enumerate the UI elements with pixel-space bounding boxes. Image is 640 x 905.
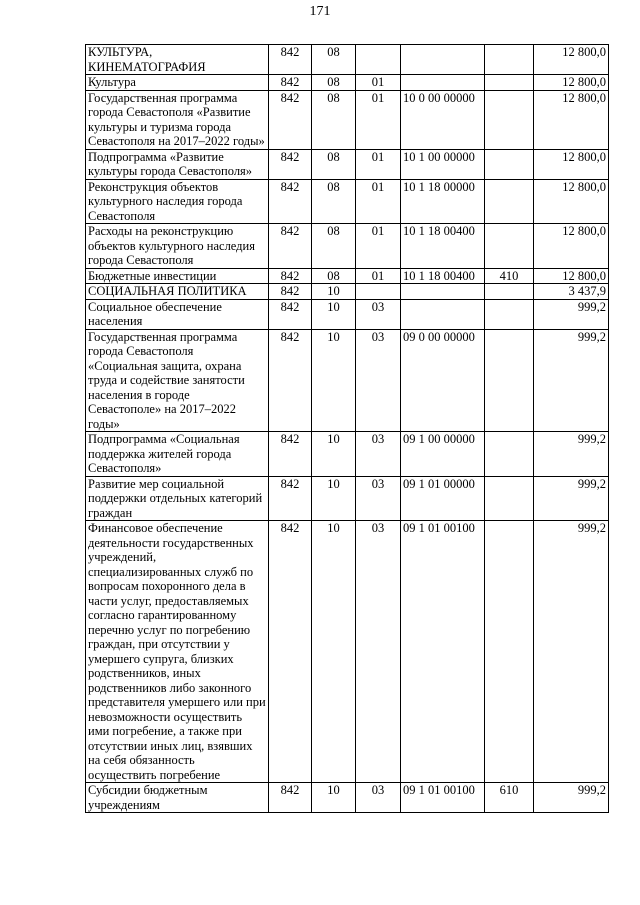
row-subsection-code-cell: 01 [356,268,401,284]
row-name-cell: Государственная программа города Севастополя «Социальная защита, охрана труда и содействие занятости населения в городе Севастополе» на 2017–2022 годы» [86,329,269,432]
row-expense-type-cell [485,90,534,149]
row-section-code-cell: 10 [312,476,356,521]
row-ministry-code-cell: 842 [269,224,312,269]
row-target-code-cell: 09 0 00 00000 [401,329,485,432]
row-ministry-code-cell: 842 [269,299,312,329]
row-subsection-code-cell: 03 [356,783,401,813]
row-subsection-code-cell: 01 [356,75,401,91]
row-section-code-cell: 08 [312,149,356,179]
row-section-code-cell: 08 [312,224,356,269]
row-amount-cell: 999,2 [534,783,609,813]
row-name-cell: Финансовое обеспечение деятельности государственных учреждений, специализированных служб по вопросам похоронного дела в части услуг, предоставляемых согласно гарантированному перечню услуг по погребению граждан, при отсутствии у умершего супруга, близких родственников, иных родственников либо законного представителя умершего или при невозможности осуществить ими погребение, а также при отсутствии иных лиц, взявших на себя обязанность осуществить погребение [86,521,269,783]
row-section-code-cell: 10 [312,329,356,432]
table-row [86,476,609,521]
row-name-cell: Государственная программа города Севастополя «Развитие культуры и туризма города Севастополя на 2017–2022 годы» [86,90,269,149]
table-row [86,329,609,432]
row-expense-type-cell: 610 [485,783,534,813]
row-amount-cell: 3 437,9 [534,284,609,300]
row-amount-cell: 999,2 [534,521,609,783]
row-expense-type-cell [485,329,534,432]
row-target-code-cell [401,45,485,75]
row-subsection-code-cell [356,284,401,300]
row-section-code-cell: 08 [312,75,356,91]
row-subsection-code-cell: 03 [356,432,401,477]
row-name-cell: Реконструкция объектов культурного наследия города Севастополя [86,179,269,224]
row-subsection-code-cell: 01 [356,224,401,269]
budget-table [85,44,609,813]
table-row [86,149,609,179]
row-ministry-code-cell: 842 [269,149,312,179]
row-name-cell: Подпрограмма «Социальная поддержка жителей города Севастополя» [86,432,269,477]
row-amount-cell: 12 800,0 [534,90,609,149]
table-row [86,284,609,300]
row-target-code-cell: 10 0 00 00000 [401,90,485,149]
row-section-code-cell: 08 [312,90,356,149]
row-expense-type-cell [485,149,534,179]
row-ministry-code-cell: 842 [269,432,312,477]
row-section-code-cell: 10 [312,783,356,813]
row-target-code-cell: 09 1 00 00000 [401,432,485,477]
row-expense-type-cell [485,75,534,91]
table-row [86,521,609,783]
row-section-code-cell: 10 [312,432,356,477]
row-expense-type-cell [485,299,534,329]
row-amount-cell: 12 800,0 [534,268,609,284]
row-section-code-cell: 10 [312,521,356,783]
row-expense-type-cell [485,224,534,269]
row-subsection-code-cell: 03 [356,299,401,329]
row-subsection-code-cell: 03 [356,329,401,432]
row-target-code-cell: 09 1 01 00000 [401,476,485,521]
row-amount-cell: 999,2 [534,476,609,521]
row-target-code-cell [401,299,485,329]
row-amount-cell: 12 800,0 [534,179,609,224]
table-row [86,268,609,284]
row-subsection-code-cell: 03 [356,521,401,783]
row-expense-type-cell [485,179,534,224]
table-row [86,432,609,477]
row-name-cell: Расходы на реконструкцию объектов культурного наследия города Севастополя [86,224,269,269]
row-amount-cell: 12 800,0 [534,75,609,91]
row-expense-type-cell [485,476,534,521]
row-name-cell: Подпрограмма «Развитие культуры города Севастополя» [86,149,269,179]
row-amount-cell: 12 800,0 [534,224,609,269]
table-row [86,90,609,149]
row-ministry-code-cell: 842 [269,45,312,75]
row-amount-cell: 999,2 [534,432,609,477]
row-expense-type-cell [485,521,534,783]
page-number: 171 [309,4,331,19]
table-row [86,224,609,269]
row-name-cell: Социальное обеспечение населения [86,299,269,329]
row-ministry-code-cell: 842 [269,75,312,91]
table-row [86,45,609,75]
row-ministry-code-cell: 842 [269,179,312,224]
row-ministry-code-cell: 842 [269,521,312,783]
row-name-cell: Развитие мер социальной поддержки отдельных категорий граждан [86,476,269,521]
table-row [86,179,609,224]
budget-table-body [86,45,609,813]
row-target-code-cell: 10 1 00 00000 [401,149,485,179]
row-ministry-code-cell: 842 [269,90,312,149]
row-target-code-cell: 09 1 01 00100 [401,783,485,813]
row-amount-cell: 999,2 [534,329,609,432]
row-section-code-cell: 10 [312,284,356,300]
row-expense-type-cell [485,432,534,477]
row-expense-type-cell: 410 [485,268,534,284]
row-subsection-code-cell: 01 [356,149,401,179]
row-subsection-code-cell: 03 [356,476,401,521]
row-target-code-cell [401,284,485,300]
row-ministry-code-cell: 842 [269,476,312,521]
row-amount-cell: 999,2 [534,299,609,329]
row-name-cell: Бюджетные инвестиции [86,268,269,284]
row-ministry-code-cell: 842 [269,268,312,284]
row-expense-type-cell [485,284,534,300]
row-expense-type-cell [485,45,534,75]
row-subsection-code-cell [356,45,401,75]
row-section-code-cell: 08 [312,45,356,75]
row-ministry-code-cell: 842 [269,284,312,300]
table-row [86,75,609,91]
table-row [86,783,609,813]
row-name-cell: СОЦИАЛЬНАЯ ПОЛИТИКА [86,284,269,300]
row-name-cell: Субсидии бюджетным учреждениям [86,783,269,813]
row-section-code-cell: 08 [312,179,356,224]
row-amount-cell: 12 800,0 [534,45,609,75]
row-section-code-cell: 10 [312,299,356,329]
row-name-cell: Культура [86,75,269,91]
row-target-code-cell [401,75,485,91]
row-section-code-cell: 08 [312,268,356,284]
row-target-code-cell: 10 1 18 00000 [401,179,485,224]
row-ministry-code-cell: 842 [269,783,312,813]
row-amount-cell: 12 800,0 [534,149,609,179]
row-ministry-code-cell: 842 [269,329,312,432]
table-row [86,299,609,329]
row-target-code-cell: 09 1 01 00100 [401,521,485,783]
row-target-code-cell: 10 1 18 00400 [401,224,485,269]
row-subsection-code-cell: 01 [356,90,401,149]
row-name-cell: КУЛЬТУРА, КИНЕМАТОГРАФИЯ [86,45,269,75]
row-subsection-code-cell: 01 [356,179,401,224]
row-target-code-cell: 10 1 18 00400 [401,268,485,284]
